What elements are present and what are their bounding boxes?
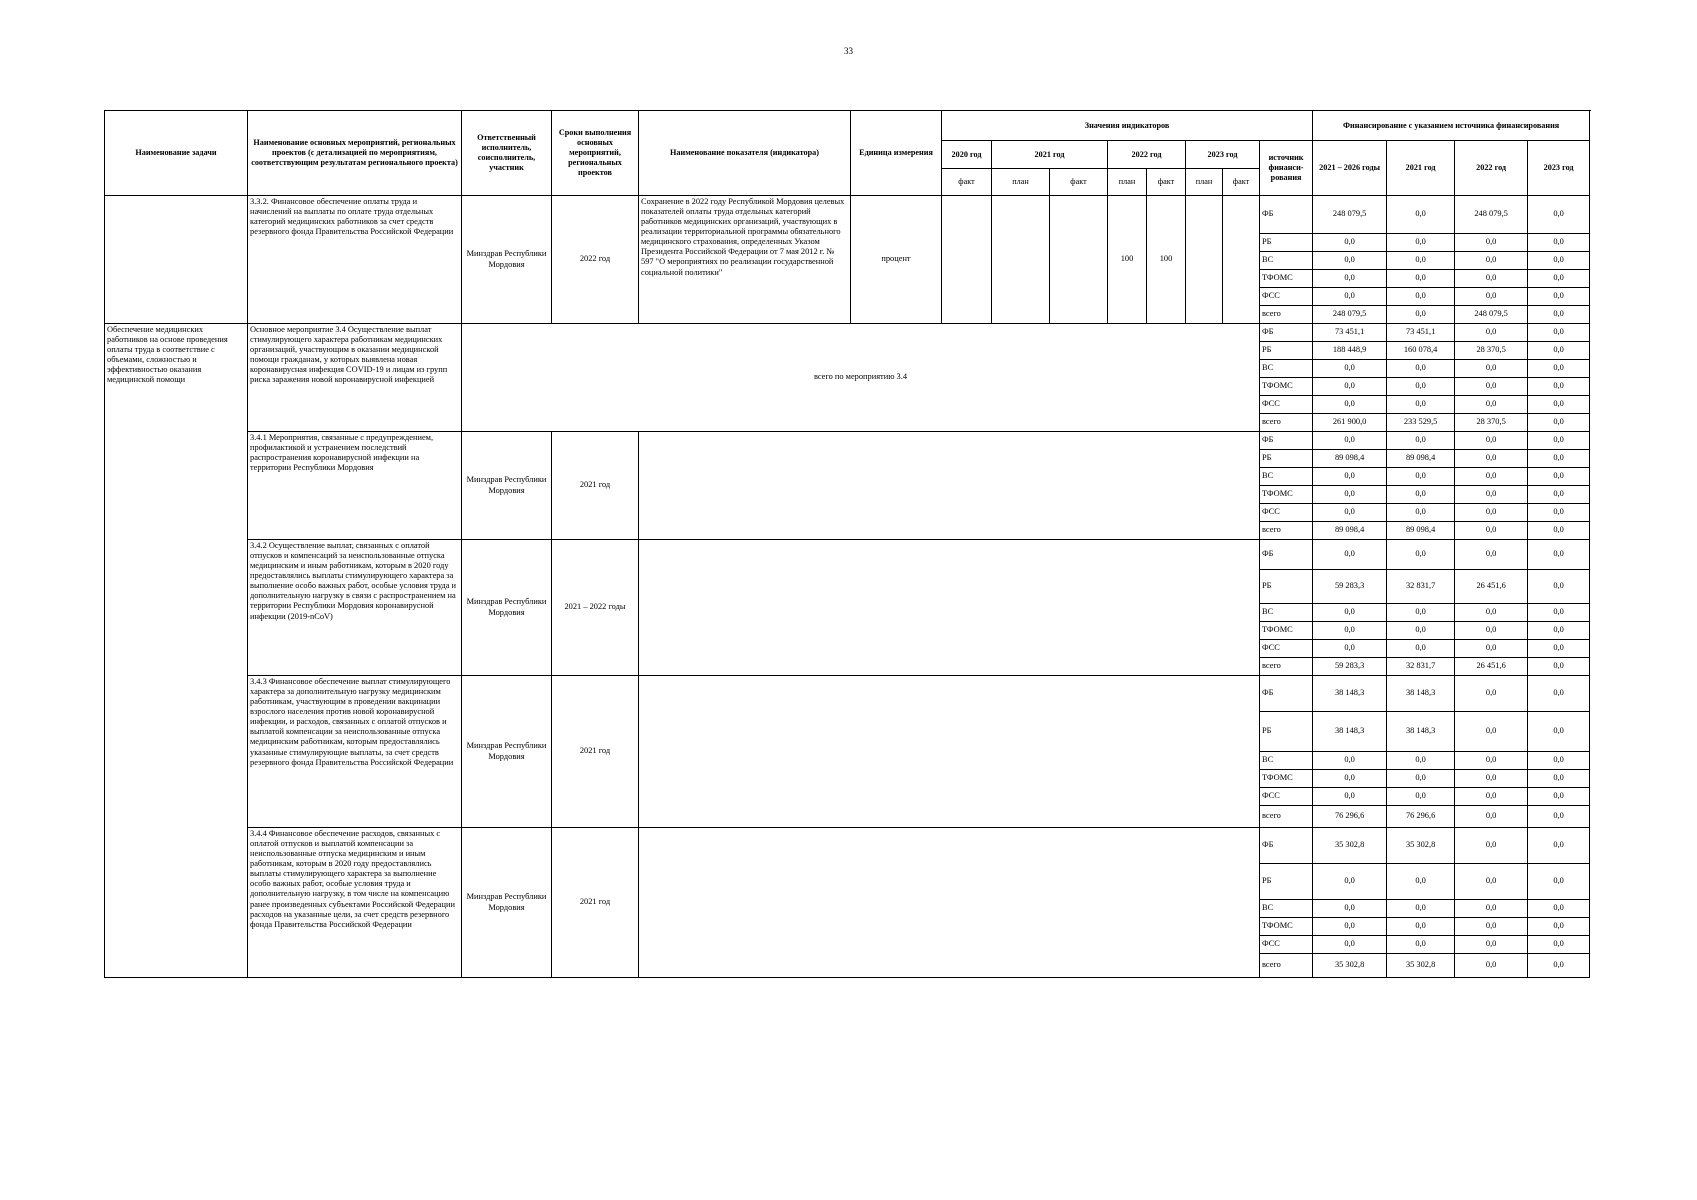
fin-2022: 0,0 [1455,270,1528,288]
header-unit: Единица измерения [851,111,942,196]
fin-2022: 0,0 [1455,622,1528,640]
terms-cell: 2021 год [552,828,639,978]
fin-period: 0,0 [1313,540,1387,570]
fin-source: ФСС [1260,640,1313,658]
fin-2023: 0,0 [1528,622,1590,640]
fin-2021: 0,0 [1387,196,1455,234]
fin-2023: 0,0 [1528,788,1590,806]
page-number: 33 [844,46,853,56]
activity-cell: 3.3.2. Финансовое обеспечение оплаты труда и начислений на выплаты по оплате труда отдельных категорий медицинских работников за счет средств резервного фонда Правительства Российской Федерации [248,196,462,324]
value-2022-fact: 100 [1147,196,1186,324]
fin-2023: 0,0 [1528,828,1590,864]
header-activity: Наименование основных мероприятий, региональных проектов (с детализацией по мероприятиям, соответствующим результатам регионального проекта) [248,111,462,196]
fin-source: ФБ [1260,676,1313,712]
fin-2021: 32 831,7 [1387,658,1455,676]
table-row [105,432,1590,450]
fin-2022: 0,0 [1455,936,1528,954]
fin-2022: 0,0 [1455,396,1528,414]
table-row [105,324,1590,342]
fin-period: 0,0 [1313,360,1387,378]
fin-period: 0,0 [1313,234,1387,252]
fin-source: ФСС [1260,288,1313,306]
fin-2022: 0,0 [1455,900,1528,918]
fin-2021: 0,0 [1387,918,1455,936]
terms-cell: 2021 год [552,676,639,828]
header-year-2023: 2023 год [1186,141,1260,169]
fin-2021: 0,0 [1387,378,1455,396]
header-task: Наименование задачи [105,111,248,196]
fin-2022: 0,0 [1455,864,1528,900]
fin-2023: 0,0 [1528,378,1590,396]
header-responsible: Ответственный исполнитель, соисполнитель, участник [462,111,552,196]
fin-source: ТФОМС [1260,486,1313,504]
header-fin-2022: 2022 год [1455,141,1528,196]
fin-2022: 26 451,6 [1455,570,1528,604]
fin-2023: 0,0 [1528,196,1590,234]
activity-total-label: всего по мероприятию 3.4 [462,324,1260,432]
fin-source: ВС [1260,252,1313,270]
fin-period: 59 283,3 [1313,570,1387,604]
fin-2021: 0,0 [1387,622,1455,640]
fin-2022: 0,0 [1455,806,1528,828]
fin-2022: 0,0 [1455,432,1528,450]
fin-source: всего [1260,806,1313,828]
fin-source: всего [1260,522,1313,540]
value-2022-plan: 100 [1108,196,1147,324]
fin-source: ВС [1260,900,1313,918]
fin-source: всего [1260,306,1313,324]
activity-cell: Основное мероприятие 3.4 Осуществление выплат стимулирующего характера работникам медицинских организаций, участвующим в оказании медицинской помощи гражданам, у которых выявлена новая коронавирусная инфекция COVID-19 и лицам из групп риска заражения новой коронавирусной инфекцией [248,324,462,432]
fin-2023: 0,0 [1528,806,1590,828]
fin-2021: 0,0 [1387,504,1455,522]
fin-source: ВС [1260,604,1313,622]
fin-source: ВС [1260,360,1313,378]
fin-2023: 0,0 [1528,306,1590,324]
header-year-2020: 2020 год [942,141,992,169]
fin-2022: 28 370,5 [1455,342,1528,360]
fin-period: 35 302,8 [1313,954,1387,978]
fin-source: РБ [1260,864,1313,900]
indicator-span-empty [639,432,1260,540]
fin-period: 0,0 [1313,936,1387,954]
fin-period: 89 098,4 [1313,450,1387,468]
fin-period: 0,0 [1313,788,1387,806]
indicator-cell: Сохранение в 2022 году Республикой Мордовия целевых показателей оплаты труда отдельных категорий работников медицинских организаций, участвующих в реализации территориальной программы обязательного медицинского страхования, определенных Указом Президента Российской Федерации от 7 мая 2012 г. № 597 "О мероприятиях по реализации государственной социальной политики" [639,196,851,324]
program-table [104,110,1590,978]
fin-2023: 0,0 [1528,712,1590,752]
fin-source: РБ [1260,342,1313,360]
header-2022-fact: факт [1147,169,1186,196]
fin-source: ФБ [1260,828,1313,864]
header-terms: Сроки выполнения основных мероприятий, региональных проектов [552,111,639,196]
fin-source: РБ [1260,712,1313,752]
fin-period: 73 451,1 [1313,324,1387,342]
fin-2022: 0,0 [1455,770,1528,788]
header-period: 2021 – 2026 годы [1313,141,1387,196]
fin-2023: 0,0 [1528,570,1590,604]
fin-period: 0,0 [1313,770,1387,788]
fin-period: 0,0 [1313,864,1387,900]
fin-2021: 160 078,4 [1387,342,1455,360]
fin-2022: 0,0 [1455,954,1528,978]
fin-period: 76 296,6 [1313,806,1387,828]
fin-source: ФСС [1260,504,1313,522]
fin-source: всего [1260,658,1313,676]
fin-2023: 0,0 [1528,864,1590,900]
terms-cell: 2021 – 2022 годы [552,540,639,676]
fin-2021: 0,0 [1387,752,1455,770]
fin-period: 38 148,3 [1313,712,1387,752]
fin-2023: 0,0 [1528,468,1590,486]
fin-period: 0,0 [1313,288,1387,306]
fin-2021: 0,0 [1387,540,1455,570]
fin-2022: 0,0 [1455,324,1528,342]
fin-2021: 35 302,8 [1387,954,1455,978]
fin-2021: 0,0 [1387,788,1455,806]
table-row [105,540,1590,570]
fin-2021: 89 098,4 [1387,522,1455,540]
fin-2022: 0,0 [1455,788,1528,806]
fin-2022: 0,0 [1455,468,1528,486]
fin-2022: 0,0 [1455,540,1528,570]
fin-period: 248 079,5 [1313,196,1387,234]
fin-period: 0,0 [1313,468,1387,486]
header-2023-fact: факт [1223,169,1260,196]
fin-2021: 76 296,6 [1387,806,1455,828]
value-2021-plan [992,196,1050,324]
activity-cell: 3.4.3 Финансовое обеспечение выплат стимулирующего характера за дополнительную нагрузку медицинским работникам, участвующим в проведении вакцинации взрослого населения против новой коронавирусной инфекции, и расходов, связанных с оплатой отпусков и выплатой компенсации за неиспользованные отпуска медицинским работникам, которым предоставлялись указанные стимулирующие выплаты, за счет средств резервного фонда Правительства Российской Федерации [248,676,462,828]
responsible-cell: Минздрав Республики Мордовия [462,676,552,828]
fin-source: ТФОМС [1260,378,1313,396]
terms-cell: 2021 год [552,432,639,540]
fin-period: 35 302,8 [1313,828,1387,864]
header-source: источник финанси-рования [1260,141,1313,196]
fin-2022: 0,0 [1455,640,1528,658]
fin-source: ФСС [1260,936,1313,954]
fin-2021: 0,0 [1387,360,1455,378]
fin-2022: 0,0 [1455,378,1528,396]
fin-source: ТФОМС [1260,622,1313,640]
fin-2021: 38 148,3 [1387,712,1455,752]
fin-period: 0,0 [1313,752,1387,770]
value-2021-fact [1050,196,1108,324]
fin-2022: 0,0 [1455,522,1528,540]
fin-2022: 28 370,5 [1455,414,1528,432]
header-year-2022: 2022 год [1108,141,1186,169]
fin-source: ФБ [1260,432,1313,450]
fin-2023: 0,0 [1528,504,1590,522]
header-2023-plan: план [1186,169,1223,196]
fin-2022: 0,0 [1455,360,1528,378]
fin-2023: 0,0 [1528,954,1590,978]
fin-2021: 0,0 [1387,770,1455,788]
fin-source: ВС [1260,752,1313,770]
fin-2022: 0,0 [1455,486,1528,504]
fin-source: ФБ [1260,540,1313,570]
fin-2021: 35 302,8 [1387,828,1455,864]
fin-2022: 0,0 [1455,252,1528,270]
indicator-span-empty [639,540,1260,676]
fin-source: ФБ [1260,324,1313,342]
fin-2023: 0,0 [1528,432,1590,450]
fin-2021: 0,0 [1387,396,1455,414]
header-2020-fact: факт [942,169,992,196]
fin-source: РБ [1260,570,1313,604]
indicator-span-empty [639,828,1260,978]
fin-period: 0,0 [1313,604,1387,622]
fin-2021: 0,0 [1387,306,1455,324]
fin-2021: 32 831,7 [1387,570,1455,604]
fin-2021: 0,0 [1387,468,1455,486]
fin-2023: 0,0 [1528,658,1590,676]
fin-2023: 0,0 [1528,396,1590,414]
value-2023-fact [1223,196,1260,324]
fin-2021: 0,0 [1387,864,1455,900]
activity-cell: 3.4.2 Осуществление выплат, связанных с оплатой отпусков и компенсаций за неиспользованные отпуска медицинским и иным работникам, которым в 2020 году предоставлялись выплаты стимулирующего характера за выполнение особо важных работ, особые условия труда и дополнительную нагрузку в связи с распространением на территории Республики Мордовия коронавирусной инфекции (2019-nCoV) [248,540,462,676]
fin-period: 0,0 [1313,432,1387,450]
responsible-cell: Минздрав Республики Мордовия [462,196,552,324]
fin-2023: 0,0 [1528,414,1590,432]
fin-source: РБ [1260,234,1313,252]
fin-source: всего [1260,414,1313,432]
fin-2023: 0,0 [1528,486,1590,504]
fin-period: 0,0 [1313,378,1387,396]
fin-period: 0,0 [1313,900,1387,918]
fin-2022: 26 451,6 [1455,658,1528,676]
fin-2023: 0,0 [1528,522,1590,540]
header-fin-2023: 2023 год [1528,141,1590,196]
fin-period: 59 283,3 [1313,658,1387,676]
fin-2022: 0,0 [1455,828,1528,864]
table-row [105,196,1590,234]
fin-2022: 0,0 [1455,752,1528,770]
fin-source: ФСС [1260,788,1313,806]
fin-2023: 0,0 [1528,342,1590,360]
fin-source: ТФОМС [1260,918,1313,936]
terms-cell: 2022 год [552,196,639,324]
fin-2021: 0,0 [1387,936,1455,954]
fin-period: 0,0 [1313,252,1387,270]
fin-period: 89 098,4 [1313,522,1387,540]
fin-2022: 0,0 [1455,918,1528,936]
fin-2023: 0,0 [1528,604,1590,622]
fin-2021: 89 098,4 [1387,450,1455,468]
fin-2022: 0,0 [1455,288,1528,306]
header-2021-plan: план [992,169,1050,196]
fin-period: 0,0 [1313,504,1387,522]
fin-2023: 0,0 [1528,770,1590,788]
fin-period: 0,0 [1313,918,1387,936]
fin-2023: 0,0 [1528,640,1590,658]
activity-cell: 3.4.4 Финансовое обеспечение расходов, связанных с оплатой отпусков и выплатой компенсации за неиспользованные отпуска медицинским и иным работникам, которым в 2020 году предоставлялись выплаты стимулирующего характера за выполнение особо важных работ, особые условия труда и дополнительную нагрузку, в том числе на компенсацию ранее произведенных субъектами Российской Федерации расходов на указанные цели, за счет средств резервного фонда Правительства Российской Федерации [248,828,462,978]
fin-period: 0,0 [1313,270,1387,288]
fin-2022: 0,0 [1455,450,1528,468]
fin-2022: 248 079,5 [1455,306,1528,324]
fin-period: 38 148,3 [1313,676,1387,712]
fin-period: 188 448,9 [1313,342,1387,360]
fin-2023: 0,0 [1528,360,1590,378]
task-cell: Обеспечение медицинских работников на основе проведения оплаты труда в соответствие с объемами, сложностью и эффективностью оказания медицинской помощи [105,324,248,978]
header-indicator-values: Значения индикаторов [942,111,1313,141]
fin-2023: 0,0 [1528,252,1590,270]
fin-2023: 0,0 [1528,918,1590,936]
fin-period: 0,0 [1313,486,1387,504]
fin-2023: 0,0 [1528,234,1590,252]
header-fin-2021: 2021 год [1387,141,1455,196]
unit-cell: процент [851,196,942,324]
fin-source: РБ [1260,450,1313,468]
header-financing: Финансирование с указанием источника финансирования [1313,111,1590,141]
task-cell-empty [105,196,248,324]
fin-2021: 0,0 [1387,270,1455,288]
fin-2021: 0,0 [1387,486,1455,504]
responsible-cell: Минздрав Республики Мордовия [462,432,552,540]
fin-period: 0,0 [1313,622,1387,640]
fin-2021: 0,0 [1387,900,1455,918]
fin-2023: 0,0 [1528,450,1590,468]
fin-2023: 0,0 [1528,288,1590,306]
fin-source: ВС [1260,468,1313,486]
fin-period: 248 079,5 [1313,306,1387,324]
fin-2022: 0,0 [1455,712,1528,752]
fin-2021: 0,0 [1387,432,1455,450]
header-2021-fact: факт [1050,169,1108,196]
fin-2023: 0,0 [1528,752,1590,770]
activity-cell: 3.4.1 Мероприятия, связанные с предупреждением, профилактикой и устранением последствий распространения коронавирусной инфекции на территории Республики Мордовия [248,432,462,540]
fin-2021: 233 529,5 [1387,414,1455,432]
fin-source: ТФОМС [1260,270,1313,288]
fin-2021: 0,0 [1387,252,1455,270]
responsible-cell: Минздрав Республики Мордовия [462,540,552,676]
fin-2022: 248 079,5 [1455,196,1528,234]
fin-period: 0,0 [1313,640,1387,658]
fin-source: ФСС [1260,396,1313,414]
value-2020-fact [942,196,992,324]
fin-2023: 0,0 [1528,270,1590,288]
fin-2022: 0,0 [1455,234,1528,252]
header-year-2021: 2021 год [992,141,1108,169]
table-row [105,828,1590,864]
fin-2021: 0,0 [1387,234,1455,252]
fin-2021: 0,0 [1387,604,1455,622]
fin-2021: 73 451,1 [1387,324,1455,342]
fin-2022: 0,0 [1455,604,1528,622]
fin-2021: 38 148,3 [1387,676,1455,712]
fin-source: всего [1260,954,1313,978]
fin-2023: 0,0 [1528,540,1590,570]
fin-period: 0,0 [1313,396,1387,414]
fin-2021: 0,0 [1387,288,1455,306]
fin-2023: 0,0 [1528,324,1590,342]
fin-2023: 0,0 [1528,936,1590,954]
responsible-cell: Минздрав Республики Мордовия [462,828,552,978]
table-row [105,676,1590,712]
fin-source: ТФОМС [1260,770,1313,788]
indicator-span-empty [639,676,1260,828]
fin-source: ФБ [1260,196,1313,234]
fin-2022: 0,0 [1455,676,1528,712]
fin-2022: 0,0 [1455,504,1528,522]
fin-2023: 0,0 [1528,900,1590,918]
header-indicator-name: Наименование показателя (индикатора) [639,111,851,196]
header-2022-plan: план [1108,169,1147,196]
fin-2021: 0,0 [1387,640,1455,658]
fin-period: 261 900,0 [1313,414,1387,432]
value-2023-plan [1186,196,1223,324]
fin-2023: 0,0 [1528,676,1590,712]
